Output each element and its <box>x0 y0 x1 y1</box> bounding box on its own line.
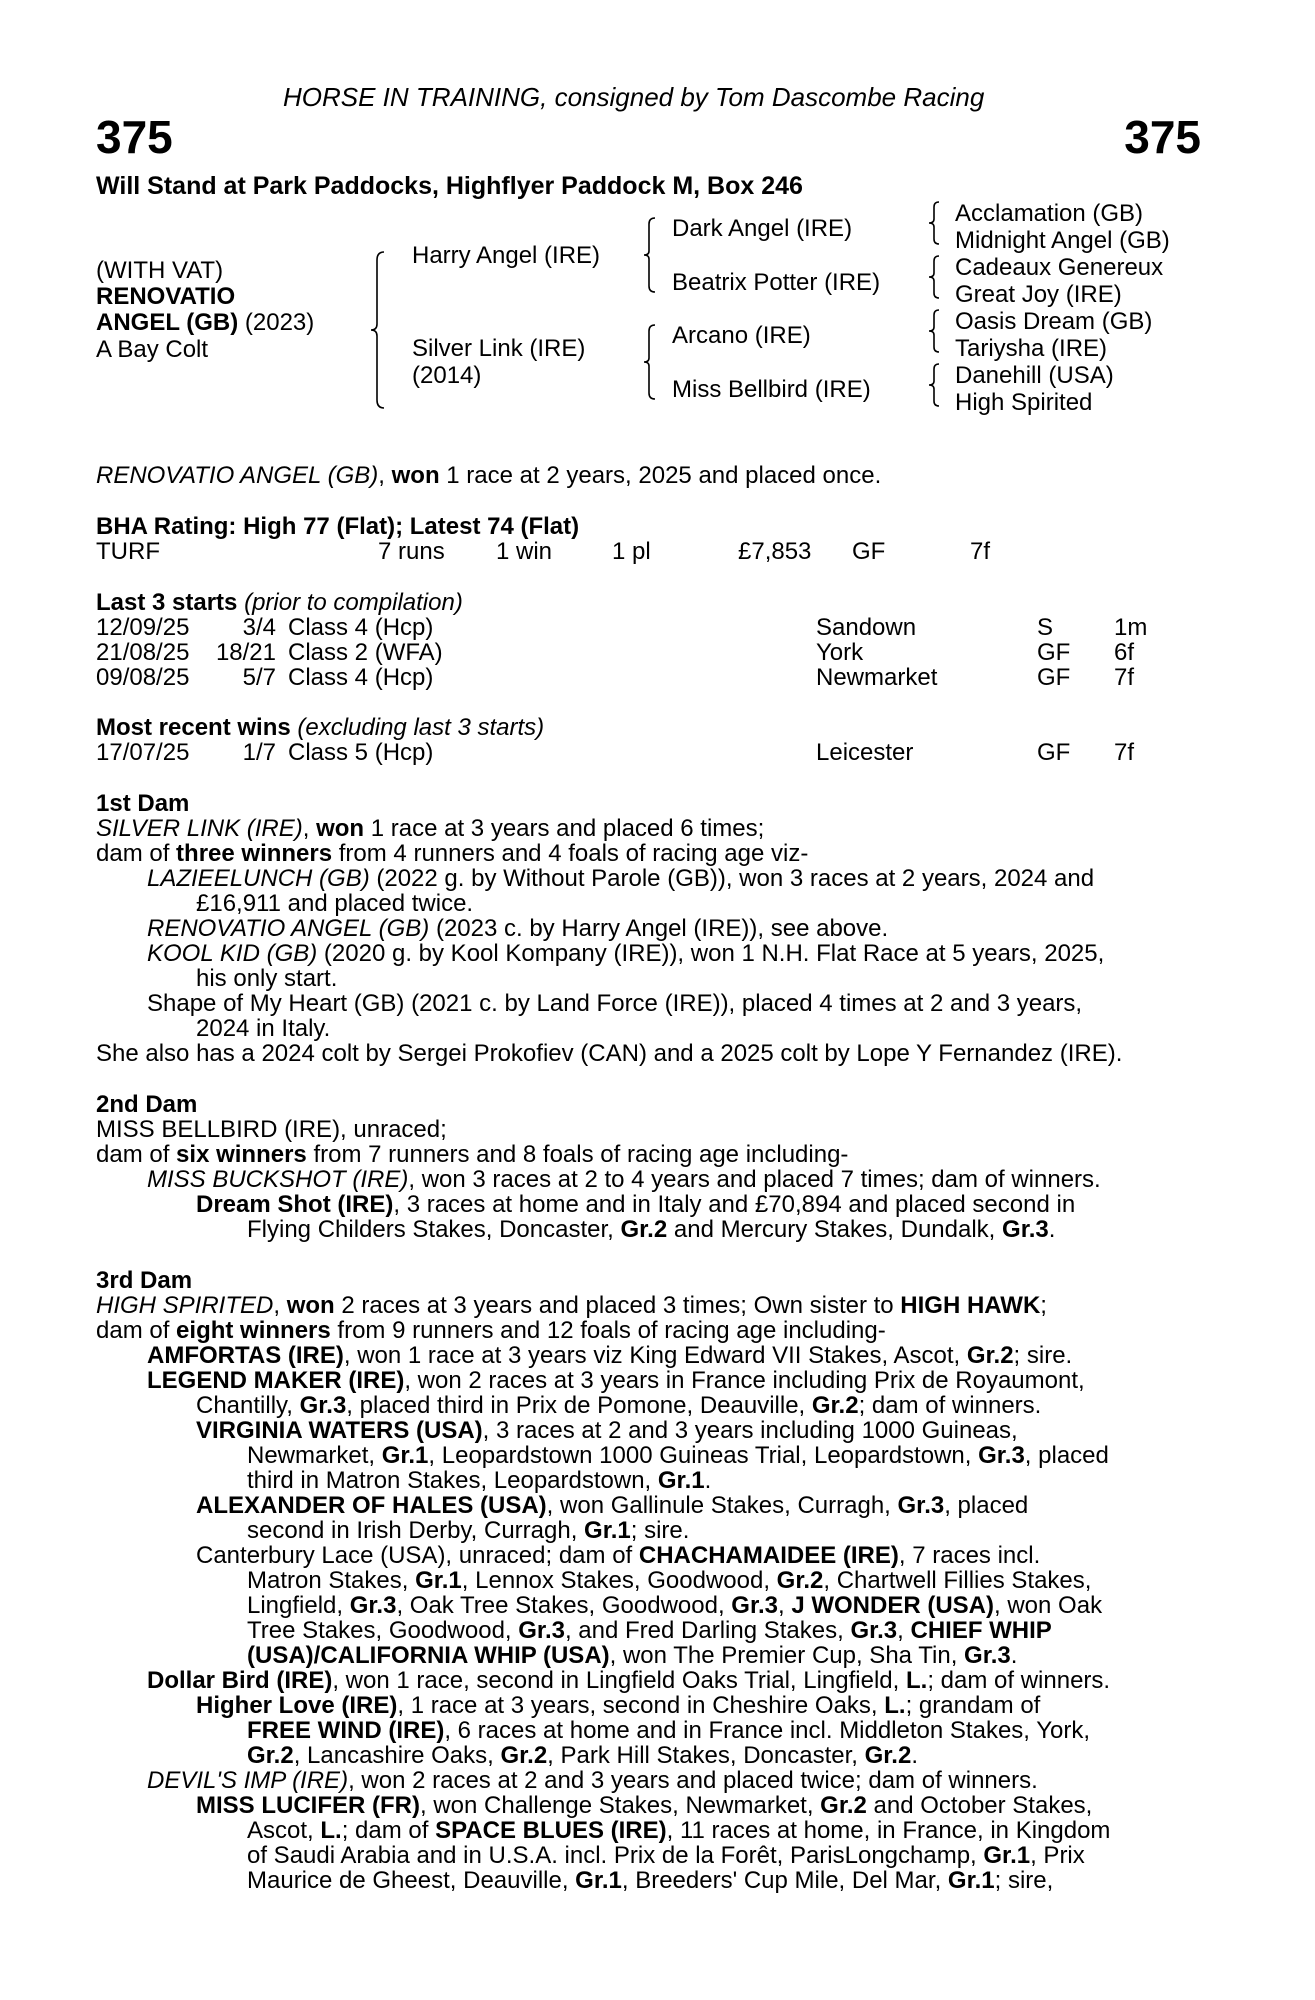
dam3-line19: Gr.2, Lancashire Oaks, Gr.2, Park Hill Stakes, Doncaster, Gr.2. <box>247 1742 918 1769</box>
dam2-line3: MISS BUCKSHOT (IRE), won 3 races at 2 to 4 years and placed 7 times; dam of winners. <box>147 1166 1101 1193</box>
dam3-line5: Chantilly, Gr.3, placed third in Prix de Pomone, Deauville, Gr.2; dam of winners. <box>196 1392 1042 1419</box>
row-date: 12/09/25 <box>96 614 190 641</box>
foaling-year: (2023) <box>238 309 315 336</box>
brace-g4 <box>927 362 941 408</box>
pedigree-sire: Harry Angel (IRE) <box>412 242 601 269</box>
dam1-line2: dam of three winners from 4 runners and 4 foals of racing age viz- <box>96 840 809 867</box>
pedigree-dam-line1: Silver Link (IRE) <box>412 335 586 362</box>
row-distance: 1m <box>1114 614 1148 641</box>
rating-placed: 1 pl <box>612 538 651 565</box>
dam3-line24: Maurice de Gheest, Deauville, Gr.1, Breeders' Cup Mile, Del Mar, Gr.1; sire, <box>247 1867 1054 1894</box>
row-class: Class 5 (Hcp) <box>288 739 434 766</box>
row-distance: 6f <box>1114 639 1135 666</box>
row-distance: 7f <box>1114 739 1135 766</box>
dam2-line1: MISS BELLBIRD (IRE), unraced; <box>96 1116 447 1143</box>
dam3-line14: Tree Stakes, Goodwood, Gr.3, and Fred Darling Stakes, Gr.3, CHIEF WHIP <box>247 1617 1052 1644</box>
row-course: Sandown <box>816 614 917 641</box>
pedigree-dam-line2: (2014) <box>412 362 482 389</box>
dam2-line5: Flying Childers Stakes, Doncaster, Gr.2 and Mercury Stakes, Dundalk, Gr.3. <box>247 1216 1056 1243</box>
dam3-line7: Newmarket, Gr.1, Leopardstown 1000 Guineas Trial, Leopardstown, Gr.3, placed <box>247 1442 1109 1469</box>
dam1-title: 1st Dam <box>96 790 190 817</box>
pedigree-g4: Great Joy (IRE) <box>955 281 1122 308</box>
row-going: GF <box>1037 639 1071 666</box>
dam1-line7: his only start. <box>196 965 338 992</box>
dam3-line3: AMFORTAS (IRE), won 1 race at 3 years viz King Edward VII Stakes, Ascot, Gr.2; sire. <box>147 1342 1073 1369</box>
summary-won: won <box>391 462 440 489</box>
horse-name-line2 <box>96 310 314 336</box>
brace-dam <box>641 323 657 401</box>
rating-surface: TURF <box>96 538 160 565</box>
dam3-line9: ALEXANDER OF HALES (USA), won Gallinule Stakes, Curragh, Gr.3, placed <box>196 1492 1029 1519</box>
rating-runs: 7 runs <box>378 538 445 565</box>
pedigree-g5: Oasis Dream (GB) <box>955 308 1153 335</box>
dam1-line1: SILVER LINK (IRE), won 1 race at 3 years and placed 6 times; <box>96 815 765 842</box>
row-position: 1/7 <box>242 739 276 766</box>
dam3-line1: HIGH SPIRITED, won 2 races at 3 years and placed 3 times; Own sister to HIGH HAWK; <box>96 1292 1047 1319</box>
row-position: 3/4 <box>242 614 276 641</box>
row-date: 21/08/25 <box>96 639 190 666</box>
dam3-line15: (USA)/CALIFORNIA WHIP (USA), won The Premier Cup, Sha Tin, Gr.3. <box>247 1642 1018 1669</box>
dam1-line6: KOOL KID (GB) (2020 g. by Kool Kompany (IRE)), won 1 N.H. Flat Race at 5 years, 2025, <box>147 940 1105 967</box>
rating-going: GF <box>852 538 886 565</box>
horse-name-line1: RENOVATIO <box>96 283 236 310</box>
pedigree-g8: High Spirited <box>955 389 1093 416</box>
summary-sep: , <box>378 462 392 489</box>
dam3-line21: MISS LUCIFER (FR), won Challenge Stakes, Newmarket, Gr.2 and October Stakes, <box>196 1792 1093 1819</box>
summary-name: RENOVATIO ANGEL (GB) <box>96 462 379 489</box>
row-course: Leicester <box>816 739 914 766</box>
dam3-line2: dam of eight winners from 9 runners and 12 foals of racing age including- <box>96 1317 886 1344</box>
dam3-line18: FREE WIND (IRE), 6 races at home and in France incl. Middleton Stakes, York, <box>247 1717 1091 1744</box>
summary-rest: 1 race at 2 years, 2025 and placed once. <box>439 462 882 489</box>
horse-name-text: ANGEL (GB) <box>96 309 239 336</box>
dam3-line20: DEVIL'S IMP (IRE), won 2 races at 2 and 3 years and placed twice; dam of winners. <box>147 1767 1038 1794</box>
recent-wins-note: (excluding last 3 starts) <box>290 714 545 741</box>
dam2-line4: Dream Shot (IRE), 3 races at home and in Italy and £70,894 and placed second in <box>196 1191 1076 1218</box>
row-date: 17/07/25 <box>96 739 190 766</box>
brace-g2 <box>927 254 941 300</box>
pedigree-dam-dam: Miss Bellbird (IRE) <box>672 376 871 403</box>
last3-heading <box>96 590 463 615</box>
pedigree-g2: Midnight Angel (GB) <box>955 227 1170 254</box>
dam1-line4: £16,911 and placed twice. <box>196 890 474 917</box>
race-summary <box>96 463 881 488</box>
row-going: GF <box>1037 739 1071 766</box>
row-distance: 7f <box>1114 664 1135 691</box>
vat-note: (WITH VAT) <box>96 257 224 284</box>
brace-g3 <box>927 308 941 354</box>
dam3-line17: Higher Love (IRE), 1 race at 3 years, second in Cheshire Oaks, L.; grandam of <box>196 1692 1041 1719</box>
brace-sire-dam <box>368 250 386 410</box>
dam3-line16: Dollar Bird (IRE), won 1 race, second in Lingfield Oaks Trial, Lingfield, L.; dam of winners. <box>147 1667 1111 1694</box>
dam1-line8: Shape of My Heart (GB) (2021 c. by Land Force (IRE)), placed 4 times at 2 and 3 years, <box>147 990 1083 1017</box>
dam3-line22: Ascot, L.; dam of SPACE BLUES (IRE), 11 races at home, in France, in Kingdom <box>247 1817 1111 1844</box>
pedigree-sire-dam: Beatrix Potter (IRE) <box>672 269 881 296</box>
row-course: York <box>816 639 864 666</box>
recent-wins-heading <box>96 715 544 740</box>
row-class: Class 4 (Hcp) <box>288 614 434 641</box>
pedigree-dam-sire: Arcano (IRE) <box>672 322 811 349</box>
dam3-line6: VIRGINIA WATERS (USA), 3 races at 2 and 3 years including 1000 Guineas, <box>196 1417 1018 1444</box>
dam3-line23: of Saudi Arabia and in U.S.A. incl. Prix de la Forêt, ParisLongchamp, Gr.1, Prix <box>247 1842 1085 1869</box>
rating-distance: 7f <box>970 538 991 565</box>
pedigree-g1: Acclamation (GB) <box>955 200 1144 227</box>
dam3-line13: Lingfield, Gr.3, Oak Tree Stakes, Goodwood, Gr.3, J WONDER (USA), won Oak <box>247 1592 1103 1619</box>
rating-wins: 1 win <box>496 538 553 565</box>
dam3-line12: Matron Stakes, Gr.1, Lennox Stakes, Goodwood, Gr.2, Chartwell Fillies Stakes, <box>247 1567 1092 1594</box>
brace-g1 <box>927 200 941 246</box>
consignor-line: HORSE IN TRAINING, consigned by Tom Dascombe Racing <box>283 82 985 112</box>
row-course: Newmarket <box>816 664 938 691</box>
dam3-line10: second in Irish Derby, Curragh, Gr.1; sire. <box>247 1517 690 1544</box>
dam1-line5: RENOVATIO ANGEL (GB) (2023 c. by Harry Angel (IRE)), see above. <box>147 915 889 942</box>
row-class: Class 4 (Hcp) <box>288 664 434 691</box>
row-position: 18/21 <box>215 639 276 666</box>
last3-note: (prior to compilation) <box>237 589 463 616</box>
dam2-line2: dam of six winners from 7 runners and 8 foals of racing age including- <box>96 1141 849 1168</box>
dam3-line4: LEGEND MAKER (IRE), won 2 races at 3 years in France including Prix de Royaumont, <box>147 1367 1085 1394</box>
row-position: 5/7 <box>242 664 276 691</box>
bha-rating-title: BHA Rating: High 77 (Flat); Latest 74 (Flat) <box>96 513 580 540</box>
lot-number-left: 375 <box>96 111 173 163</box>
rating-earnings: £7,853 <box>738 538 812 565</box>
pedigree-g6: Tariysha (IRE) <box>955 335 1108 362</box>
dam1-line9: 2024 in Italy. <box>196 1015 331 1042</box>
lot-number-right: 375 <box>1124 111 1201 163</box>
horse-description: A Bay Colt <box>96 336 209 363</box>
row-date: 09/08/25 <box>96 664 190 691</box>
pedigree-g7: Danehill (USA) <box>955 362 1114 389</box>
dam3-line8: third in Matron Stakes, Leopardstown, Gr.1. <box>247 1467 712 1494</box>
dam3-title: 3rd Dam <box>96 1267 193 1294</box>
row-going: GF <box>1037 664 1071 691</box>
dam1-line3: LAZIEELUNCH (GB) (2022 g. by Without Parole (GB)), won 3 races at 2 years, 2024 and <box>147 865 1095 892</box>
row-going: S <box>1037 614 1054 641</box>
recent-wins-title: Most recent wins <box>96 714 291 741</box>
last3-title: Last 3 starts <box>96 589 238 616</box>
stand-info: Will Stand at Park Paddocks, Highflyer Paddock M, Box 246 <box>96 172 803 200</box>
dam2-title: 2nd Dam <box>96 1091 198 1118</box>
pedigree-g3: Cadeaux Genereux <box>955 254 1164 281</box>
dam3-line11: Canterbury Lace (USA), unraced; dam of CHACHAMAIDEE (IRE), 7 races incl. <box>196 1542 1041 1569</box>
row-class: Class 2 (WFA) <box>288 639 443 666</box>
pedigree-sire-sire: Dark Angel (IRE) <box>672 215 853 242</box>
dam1-line10: She also has a 2024 colt by Sergei Prokofiev (CAN) and a 2025 colt by Lope Y Fernandez (IRE). <box>96 1040 1123 1067</box>
brace-sire <box>641 216 657 294</box>
